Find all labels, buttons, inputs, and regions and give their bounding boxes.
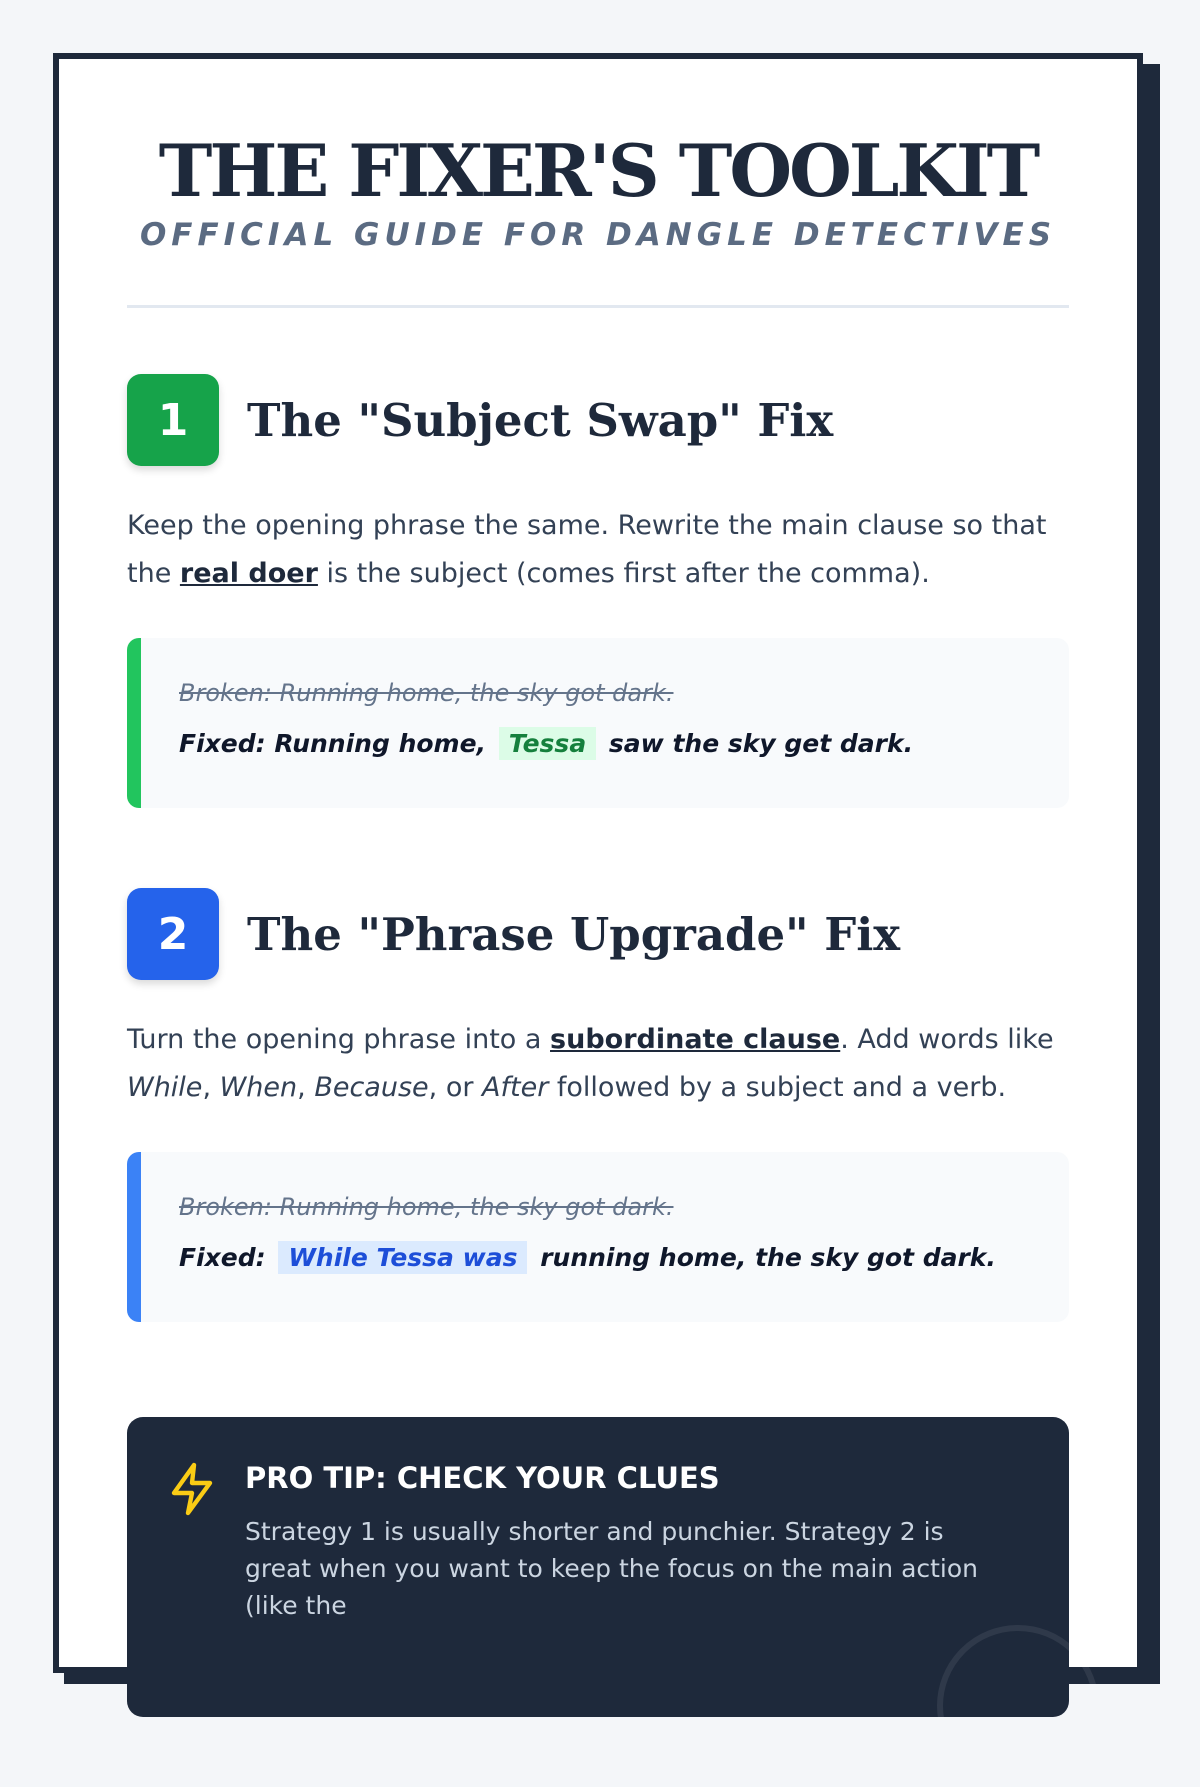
fixed-suffix: running home, the sky got dark. (540, 1243, 996, 1272)
accent-bar (127, 638, 141, 808)
fixed-sentence (179, 724, 1069, 764)
highlight-subject: Tessa (499, 727, 596, 760)
fixed-prefix: Fixed: (179, 1243, 266, 1272)
toolkit-card (53, 53, 1143, 1673)
broken-sentence: Broken: Running home, the sky got dark. (179, 679, 674, 707)
step-description (127, 1016, 1069, 1112)
page-subtitle: OFFICIAL GUIDE FOR DANGLE DETECTIVES (139, 217, 1057, 253)
desc-text: followed by a subject and a verb. (548, 1072, 1007, 1103)
example-word: After (482, 1072, 549, 1103)
example-word: Because (314, 1072, 429, 1103)
step-number-badge: 1 (127, 374, 219, 466)
example-box (127, 638, 1069, 808)
separator: , or (428, 1072, 483, 1103)
broken-sentence: Broken: Running home, the sky got dark. (179, 1193, 674, 1221)
step-2 (127, 888, 1069, 1322)
step-description (127, 502, 1069, 598)
step-2-header (127, 888, 1069, 980)
desc-text: Turn the opening phrase into a (127, 1024, 551, 1055)
step-title: The "Phrase Upgrade" Fix (247, 907, 901, 961)
pro-tip-body: Strategy 1 is usually shorter and punchier. Strategy 2 is great when you want to keep the focus on the main action (like the (245, 1517, 979, 1620)
fixed-suffix: saw the sky get dark. (608, 729, 914, 758)
example-box (127, 1152, 1069, 1322)
pro-tip-box (127, 1417, 1069, 1717)
step-number-badge: 2 (127, 888, 219, 980)
page-title: THE FIXER'S TOOLKIT (158, 128, 1038, 213)
step-title: The "Subject Swap" Fix (247, 393, 834, 447)
example-word: While (127, 1072, 203, 1103)
highlight-clause: While Tessa was (278, 1241, 527, 1274)
separator: , (202, 1072, 220, 1103)
divider (127, 305, 1069, 308)
separator: , (297, 1072, 315, 1103)
desc-text: is the subject (comes first after the comma). (317, 558, 930, 589)
key-term: subordinate clause (550, 1024, 841, 1055)
step-1 (127, 374, 1069, 808)
key-term: real doer (179, 558, 318, 589)
fixed-prefix: Fixed: Running home, (179, 729, 487, 758)
decorative-circle (937, 1625, 1099, 1787)
pro-tip-title: PRO TIP: CHECK YOUR CLUES (245, 1461, 720, 1495)
accent-bar (127, 1152, 141, 1322)
desc-text: . Add words like (840, 1024, 1054, 1055)
lightning-icon (167, 1461, 217, 1517)
example-word: When (219, 1072, 298, 1103)
desc-text: Keep the opening phrase the same. Rewrite the main clause so that the (127, 510, 1047, 589)
step-1-header (127, 374, 1069, 466)
fixed-sentence (179, 1238, 1069, 1278)
card-content (127, 59, 1069, 1620)
